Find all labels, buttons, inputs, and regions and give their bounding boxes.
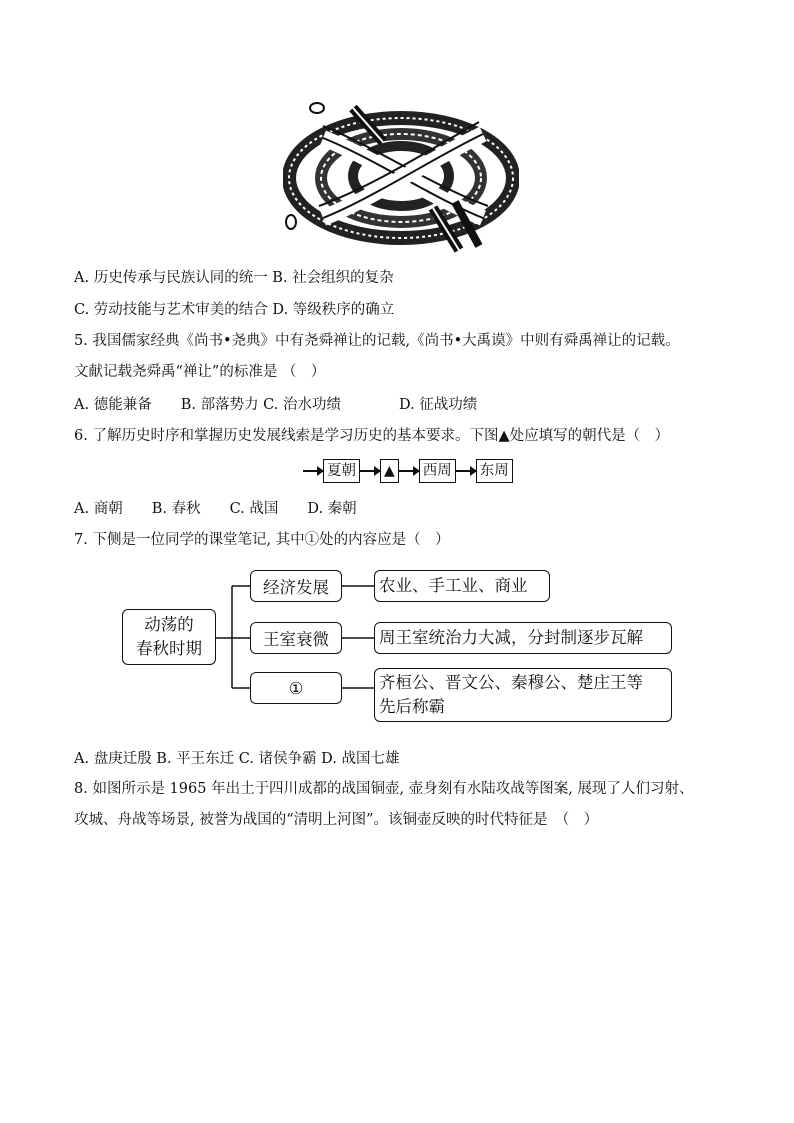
q5-options: A. 德能兼备 B. 部落势力 C. 治水功绩 D. 征战功绩 [74,397,478,413]
detail-hegemony-line1: 齐桓公、晋文公、秦穆公、楚庄王等 [379,673,643,692]
sequence-box-4: 东周 [476,459,513,483]
root-node-line2: 春秋时期 [136,639,202,658]
branch-economy: 经济发展 [250,570,342,602]
arrow-icon [360,470,380,472]
root-node [122,609,216,665]
sequence-box-2: ▲ [380,459,399,483]
sequence-box-3: 西周 [419,459,456,483]
q8-stem-line2: 攻城、舟战等场景, 被誉为战国的“清明上河图”。该铜壶反映的时代特征是 （ ） [74,812,599,828]
q6-stem: 6. 了解历史时序和掌握历史发展线索是学习历史的基本要求。下图▲处应填写的朝代是（ ） [74,428,670,444]
detail-economy: 农业、手工业、商业 [374,570,550,602]
q7-stem: 7. 下侧是一位同学的课堂笔记, 其中①处的内容应是（ ） [74,532,450,548]
branch-royal-decline: 王室衰微 [250,622,342,654]
q4-options-line2: C. 劳动技能与艺术审美的结合 D. 等级秩序的确立 [74,302,395,318]
q7-options: A. 盘庚迁殷 B. 平王东迁 C. 诸侯争霸 D. 战国七雄 [74,751,400,767]
root-node-line1: 动荡的 [144,615,194,634]
detail-hegemony [374,668,672,722]
dynasty-sequence [303,459,513,483]
detail-hegemony-line2: 先后称霸 [379,697,445,716]
sequence-box-1: 夏朝 [323,459,360,483]
branch-blank-1: ① [250,672,342,704]
q5-stem-line2: 文献记载尧舜禹“禅让”的标准是 （ ） [74,364,326,380]
q6-options: A. 商朝 B. 春秋 C. 战国 D. 秦朝 [74,501,357,517]
detail-royal-decline: 周王室统治力大减，分封制逐步瓦解 [374,622,672,654]
arrow-icon [399,470,419,472]
class-notes-diagram [120,566,680,728]
q8-stem-line1: 8. 如图所示是 1965 年出土于四川成都的战国铜壶, 壶身刻有水陆攻战等图案, 展现了人们习射、 [74,781,694,797]
arrow-icon [456,470,476,472]
q5-stem-line1: 5. 我国儒家经典《尚书•尧典》中有尧舜禅让的记载,《尚书•大禹谟》中则有舜禹禅让的记载。 [74,333,680,349]
q4-options-line1: A. 历史传承与民族认同的统一 B. 社会组织的复杂 [74,270,394,286]
arrow-icon [303,470,323,472]
chinese-knot-image [283,98,519,256]
